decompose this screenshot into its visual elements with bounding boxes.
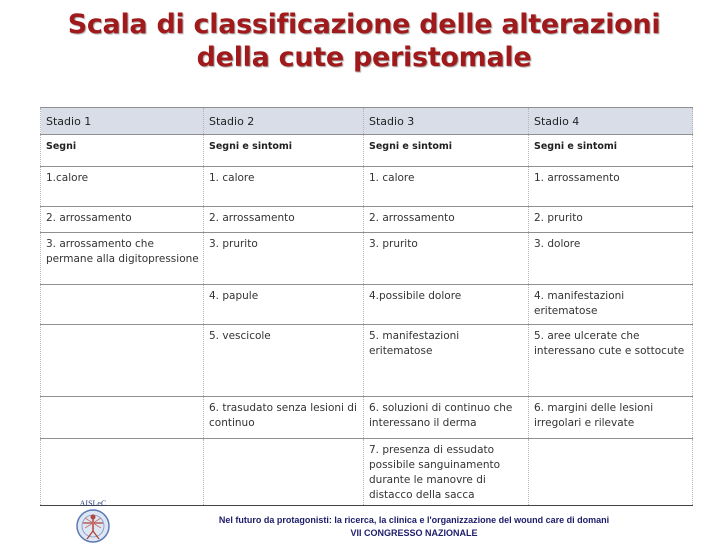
table-cell: 3. prurito bbox=[364, 233, 529, 285]
table-cell: 4. manifestazioni eritematose bbox=[529, 285, 693, 325]
table-row bbox=[41, 233, 693, 285]
title-line-2: della cute peristomale bbox=[196, 42, 532, 73]
table-cell: 5. aree ulcerate che interessano cute e sottocute bbox=[529, 325, 693, 397]
table-cell: 1. calore bbox=[204, 167, 364, 207]
table-cell: 6. soluzioni di continuo che interessano il derma bbox=[364, 397, 529, 439]
classification-table bbox=[40, 107, 693, 506]
table-row bbox=[41, 285, 693, 325]
table-cell: 2. prurito bbox=[529, 207, 693, 233]
table-cell: 3. prurito bbox=[204, 233, 364, 285]
table-cell bbox=[41, 397, 204, 439]
table-cell: 4.possibile dolore bbox=[364, 285, 529, 325]
table-header-row bbox=[41, 108, 693, 135]
table-cell bbox=[41, 439, 204, 506]
header-stadio-1: Stadio 1 bbox=[41, 108, 204, 135]
table-cell bbox=[41, 325, 204, 397]
table-row bbox=[41, 439, 693, 506]
table-cell: 5. manifestazioni eritematose bbox=[364, 325, 529, 397]
aislec-logo bbox=[66, 497, 120, 545]
table-cell: 1.calore bbox=[41, 167, 204, 207]
table-cell: 5. vescicole bbox=[204, 325, 364, 397]
header-stadio-4: Stadio 4 bbox=[529, 108, 693, 135]
table-cell: 6. trasudato senza lesioni di continuo bbox=[204, 397, 364, 439]
table-row bbox=[41, 207, 693, 233]
vitruvian-logo-icon bbox=[66, 497, 120, 545]
header-stadio-2: Stadio 2 bbox=[204, 108, 364, 135]
table-cell: 1. arrossamento bbox=[529, 167, 693, 207]
table-cell: 6. margini delle lesioni irregolari e rilevate bbox=[529, 397, 693, 439]
subheader-3: Segni e sintomi bbox=[364, 135, 529, 167]
subheader-1: Segni bbox=[41, 135, 204, 167]
table-cell: 2. arrossamento bbox=[41, 207, 204, 233]
table-cell: 7. presenza di essudato possibile sanguinamento durante le manovre di distacco della sacca bbox=[364, 439, 529, 506]
footer-congress: VII CONGRESSO NAZIONALE bbox=[350, 528, 478, 538]
table-row bbox=[41, 397, 693, 439]
table-cell: 4. papule bbox=[204, 285, 364, 325]
slide-title bbox=[0, 8, 728, 74]
table-cell bbox=[41, 285, 204, 325]
table-cell bbox=[204, 439, 364, 506]
table-subheader-row bbox=[41, 135, 693, 167]
table-cell: 3. dolore bbox=[529, 233, 693, 285]
footer-tagline: Nel futuro da protagonisti: la ricerca, la clinica e l'organizzazione del wound care di domani bbox=[218, 515, 610, 525]
table-cell: 2. arrossamento bbox=[204, 207, 364, 233]
table-cell: 1. calore bbox=[364, 167, 529, 207]
table-row bbox=[41, 167, 693, 207]
table-cell: 2. arrossamento bbox=[364, 207, 529, 233]
title-line-1: Scala di classificazione delle alterazioni bbox=[67, 9, 661, 40]
logo-text: AISLeC bbox=[79, 499, 107, 508]
table-row bbox=[41, 325, 693, 397]
header-stadio-3: Stadio 3 bbox=[364, 108, 529, 135]
table-cell: 3. arrossamento che permane alla digitopressione bbox=[41, 233, 204, 285]
footer bbox=[180, 514, 648, 540]
subheader-2: Segni e sintomi bbox=[204, 135, 364, 167]
table-cell bbox=[529, 439, 693, 506]
subheader-4: Segni e sintomi bbox=[529, 135, 693, 167]
